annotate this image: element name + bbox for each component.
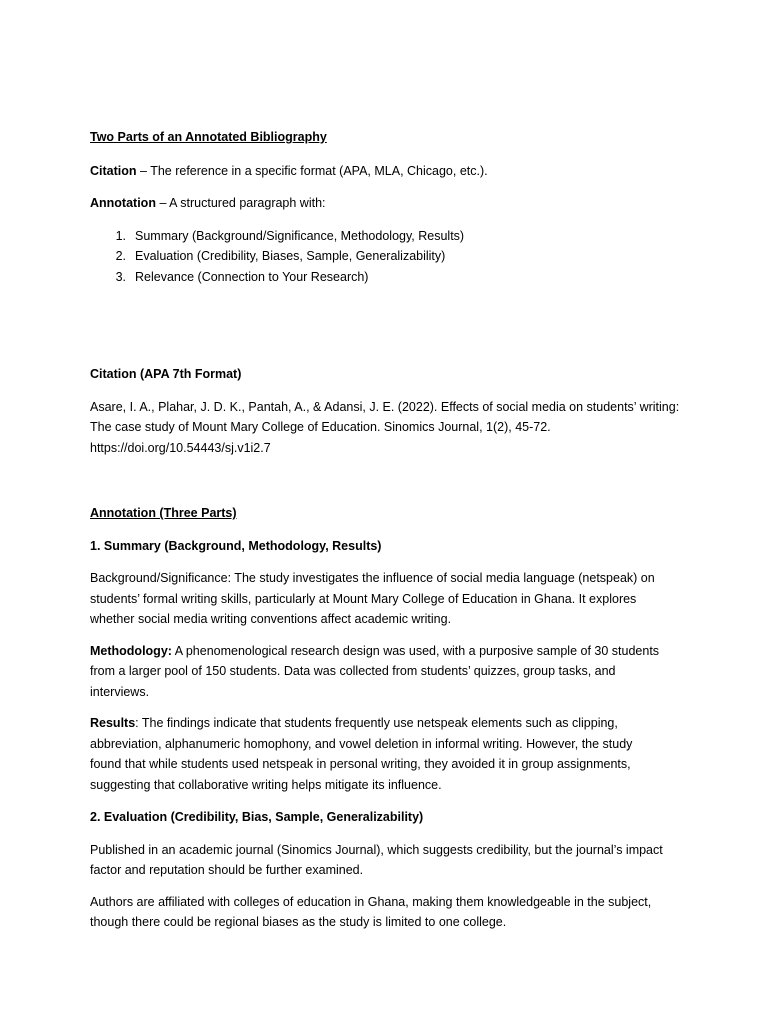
evaluation-paragraph-authors: Authors are affiliated with colleges of education in Ghana, making them knowledgeable in the subject, though there could be regional biases as the study is limited to one college. — [90, 894, 652, 929]
evaluation-paragraph-credibility: Published in an academic journal (Sinomics Journal), which suggests credibility, but the journal’s impact factor and reputation should be further examined. — [90, 842, 663, 877]
list-item: 2. Evaluation (Credibility, Biases, Sample, Generalizability) — [115, 249, 446, 263]
citation-heading: Citation (APA 7th Format) — [90, 367, 242, 381]
methodology-paragraph: Methodology: A phenomenological research design was used, with a purposive sample of 30 students from a larger pool of 150 students. Data was collected from students’ quizzes, group tasks, and interviews. — [90, 643, 660, 699]
background-paragraph: Background/Significance: The study investigates the influence of social media language (netspeak) on students’ formal writing skills, particularly at Mount Mary College of Education in Ghana. It explores whether social media writing conventions affect academic writing. — [90, 571, 655, 626]
evaluation-heading: 2. Evaluation (Credibility, Bias, Sample, Generalizability) — [90, 810, 424, 824]
citation-definition: Citation – The reference in a specific format (APA, MLA, Chicago, etc.). — [90, 163, 488, 178]
citation-paragraph: Asare, I. A., Plahar, J. D. K., Pantah, A., & Adansi, J. E. (2022). Effects of social media on students’ writing: The case study of Mount Mary College of Education. Sinomics Journal, 1(2), 45-72. https://doi.org/10.54443/sj.v1i2.7 — [90, 399, 680, 455]
document-body — [90, 127, 680, 933]
parts-list — [90, 226, 680, 288]
summary-heading: 1. Summary (Background, Methodology, Results) — [90, 538, 382, 553]
annotation-heading: Annotation (Three Parts) — [90, 506, 237, 520]
document-heading: Two Parts of an Annotated Bibliography — [90, 130, 327, 144]
list-item: 1. Summary (Background/Significance, Methodology, Results) — [115, 228, 465, 243]
list-item: 3. Relevance (Connection to Your Research) — [115, 269, 369, 284]
annotation-definition: Annotation – A structured paragraph with: — [90, 196, 326, 210]
results-paragraph: Results: The findings indicate that students frequently use netspeak elements such as clipping, abbreviation, alphanumeric homophony, and vowel deletion in informal writing. However, the study found that while students used netspeak in personal writing, they avoided it in group assignments, suggesting that collaborative writing helps mitigate its influence. — [90, 716, 633, 792]
